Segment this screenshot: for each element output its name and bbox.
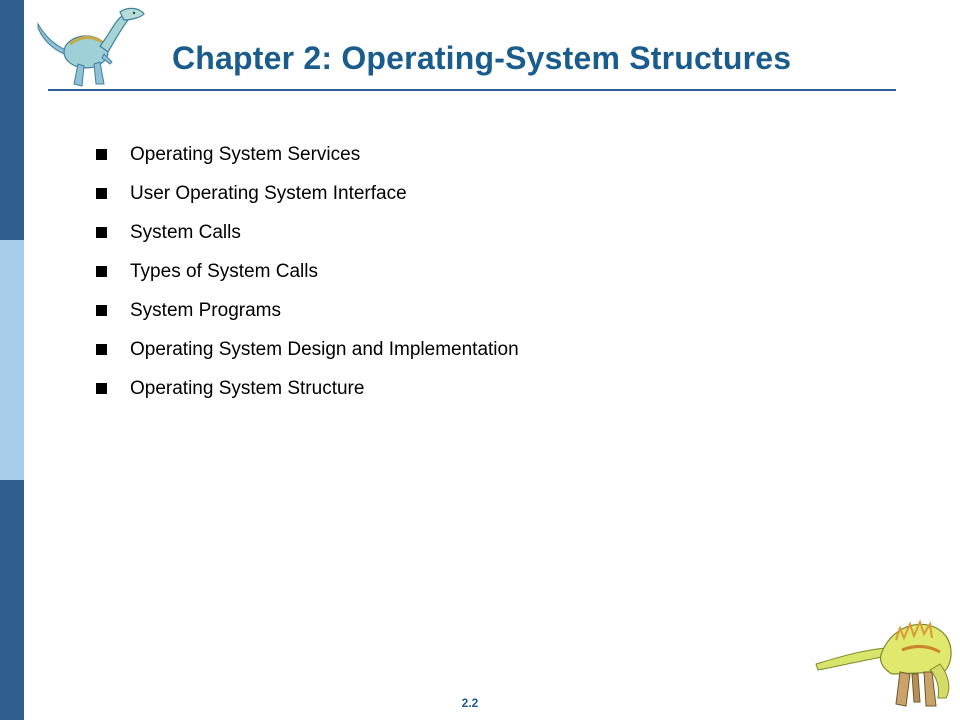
bullet-text: Operating System Structure: [130, 377, 365, 399]
title-divider: [48, 89, 896, 91]
bullet-text: System Calls: [130, 221, 241, 243]
bullet-text: User Operating System Interface: [130, 182, 407, 204]
dinosaur-icon: [30, 4, 150, 92]
sidebar-stripe: [0, 0, 24, 720]
list-item: [96, 174, 519, 213]
sidebar-segment-bottom: [0, 480, 24, 720]
square-bullet-icon: [96, 344, 107, 355]
square-bullet-icon: [96, 149, 107, 160]
bullet-text: Operating System Services: [130, 143, 361, 165]
list-item: [96, 213, 519, 252]
square-bullet-icon: [96, 305, 107, 316]
square-bullet-icon: [96, 266, 107, 277]
list-item: [96, 252, 519, 291]
bullet-list: [96, 135, 519, 408]
list-item: [96, 330, 519, 369]
square-bullet-icon: [96, 383, 107, 394]
bullet-text: System Programs: [130, 299, 281, 321]
sidebar-segment-middle: [0, 240, 24, 480]
square-bullet-icon: [96, 227, 107, 238]
bullet-text: Operating System Design and Implementation: [130, 338, 519, 360]
bullet-text: Types of System Calls: [130, 260, 318, 282]
list-item: [96, 291, 519, 330]
page-number: 2.2: [461, 696, 479, 710]
list-item: [96, 369, 519, 408]
sidebar-segment-top: [0, 0, 24, 240]
list-item: [96, 135, 519, 174]
square-bullet-icon: [96, 188, 107, 199]
dinosaur-icon: [812, 614, 958, 718]
slide-title: Chapter 2: Operating-System Structures: [172, 40, 792, 76]
